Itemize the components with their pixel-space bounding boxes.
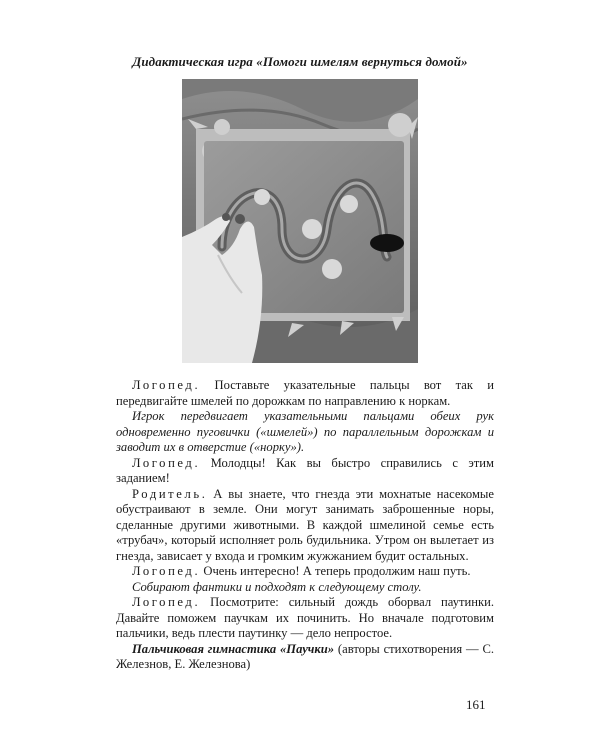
section-heading: Пальчиковая гимнастика «Паучки» [132, 641, 335, 656]
body-text [116, 378, 494, 673]
speaker-label: Логопед. [132, 455, 201, 470]
paragraph-text: Очень интересно! А теперь продолжим наш путь. [200, 564, 471, 578]
stage-direction [116, 409, 494, 456]
paragraph-text: Собирают фантики и подходят к следующему столу. [132, 579, 422, 594]
speaker-label: Родитель. [132, 486, 208, 501]
page-number: 161 [466, 697, 486, 712]
paragraph-speech [116, 378, 494, 409]
paragraph-speech [116, 595, 494, 642]
stage-direction [116, 580, 494, 596]
paragraph-text: Посмотрите: сильный дождь оборвал паутинки. Давайте поможем паучкам их починить. Но вначале подготовим пальчики, ведь плести паутинку — дело непростое. [116, 595, 494, 640]
paragraph-text: А вы знаете, что гнезда эти мохнатые насекомые обустраивают в земле. Они могут занимать заброшенные норы, сделанные другими животными. В каждой шмелиной семье есть «трубач», который исполняет роль будильника. Утром он вылетает из гнезда, зависает у входа и громким жужжанием будит остальных. [116, 486, 494, 563]
speaker-label: Логопед. [132, 595, 201, 609]
section-heading-paragraph [116, 642, 494, 673]
speaker-label: Логопед. [132, 564, 201, 578]
figure-title: Дидактическая игра «Помоги шмелям вернуться домой» [132, 54, 468, 69]
paragraph-speech [116, 487, 494, 565]
paragraph-text: (авторы стихотворения — С. Железнов, Е. Железнова) [116, 641, 494, 671]
paragraph-speech [116, 456, 494, 487]
speaker-label: Логопед. [132, 378, 201, 392]
paragraph-speech [116, 564, 494, 580]
paragraph-text: Поставьте указательные пальцы вот так и передвигайте шмелей по дорожкам по направлению к норкам. [116, 378, 494, 408]
paragraph-text: Молодцы! Как вы быстро справились с этим заданием! [116, 455, 494, 485]
bumblebee-maze-board-photo [182, 79, 418, 363]
paragraph-text: Игрок передвигает указательными пальцами обеих рук одновременно пуговички («шмелей») по параллельным дорожкам и заводит их в отверстие («норку»). [116, 409, 494, 454]
